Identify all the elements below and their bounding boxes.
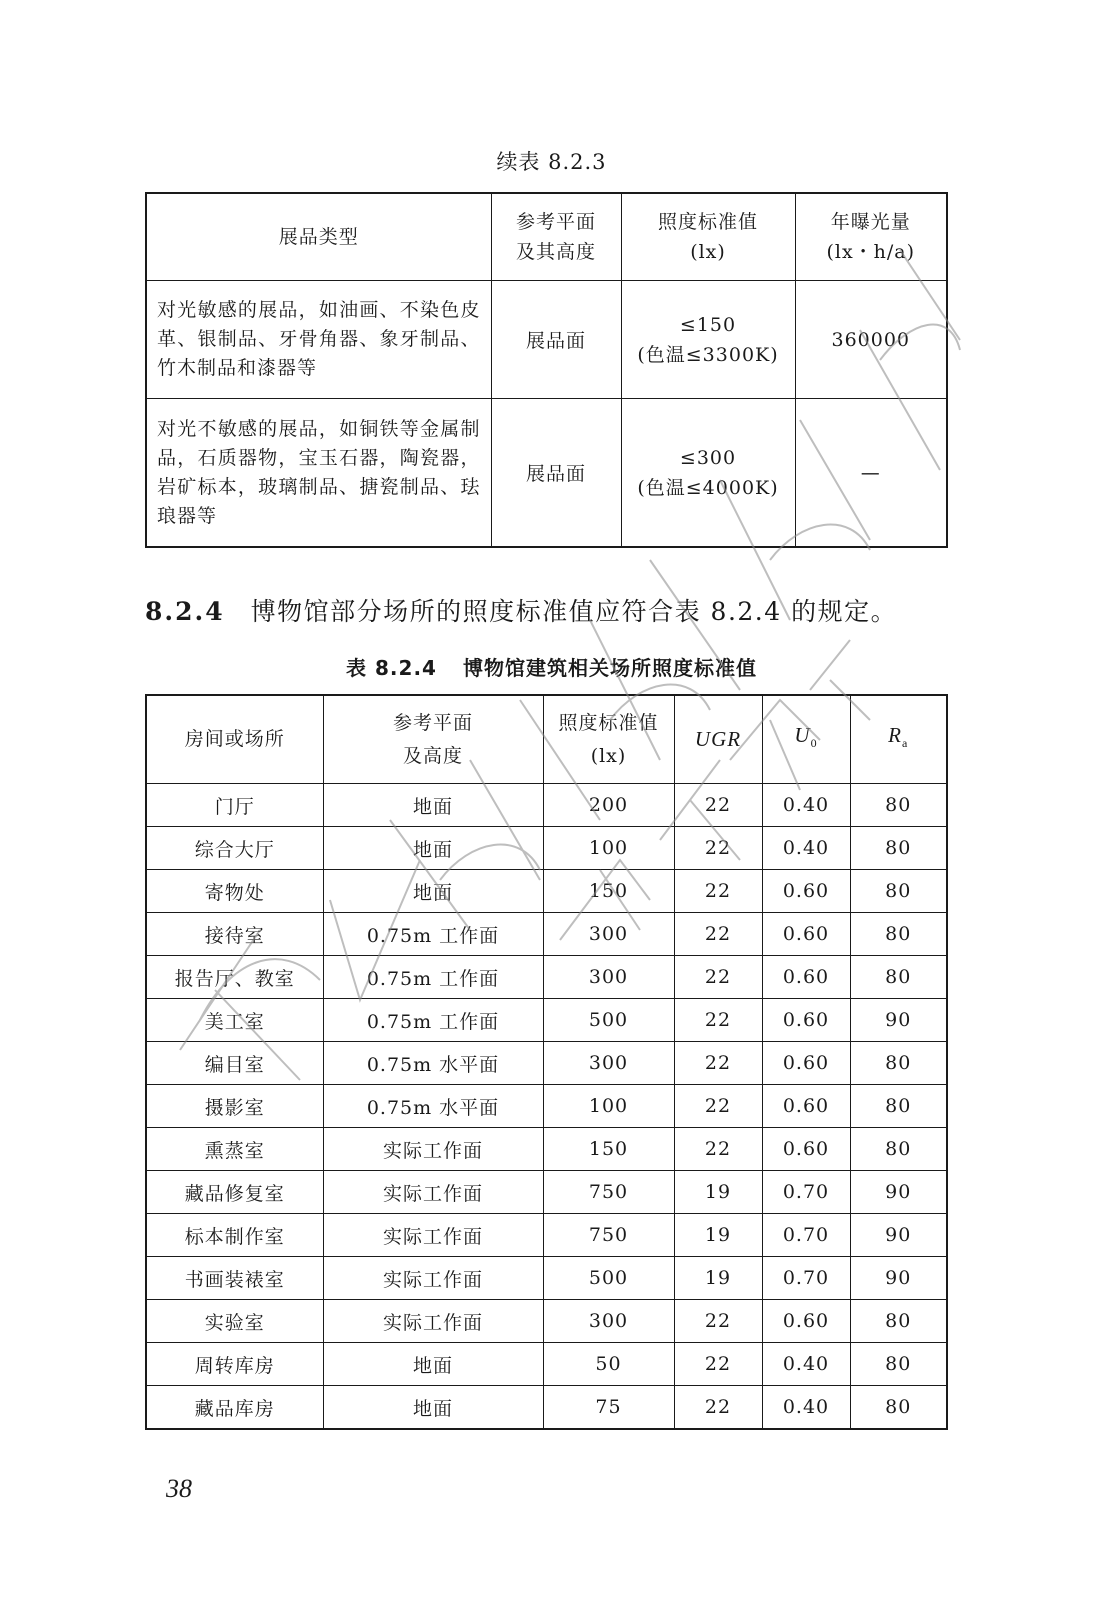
table-row bbox=[146, 1171, 947, 1214]
reference-plane-cell: 展品面 bbox=[491, 399, 621, 548]
reference-plane-cell: 0.75m 水平面 bbox=[323, 1085, 543, 1128]
ugr-cell: 22 bbox=[674, 1300, 762, 1343]
color-temperature: (色温≤3300K) bbox=[637, 343, 779, 366]
u0-cell: 0.60 bbox=[762, 999, 850, 1042]
clause-number: 8.2.4 bbox=[145, 597, 225, 626]
table-row bbox=[146, 1085, 947, 1128]
header-u0: $U_0$ bbox=[762, 695, 850, 784]
reference-plane-cell: 实际工作面 bbox=[323, 1300, 543, 1343]
u0-cell: 0.40 bbox=[762, 784, 850, 827]
table-row bbox=[146, 827, 947, 870]
ugr-cell: 19 bbox=[674, 1214, 762, 1257]
room-cell: 编目室 bbox=[146, 1042, 323, 1085]
u0-cell: 0.70 bbox=[762, 1257, 850, 1300]
room-cell: 周转库房 bbox=[146, 1343, 323, 1386]
room-cell: 接待室 bbox=[146, 913, 323, 956]
ugr-cell: 22 bbox=[674, 913, 762, 956]
table-8-2-4 bbox=[145, 694, 948, 1430]
ra-cell: 80 bbox=[850, 1386, 947, 1430]
illuminance-cell: 100 bbox=[543, 1085, 674, 1128]
header-reference-plane: 参考平面 及其高度 bbox=[491, 193, 621, 281]
ra-cell: 80 bbox=[850, 1085, 947, 1128]
u0-cell: 0.60 bbox=[762, 1085, 850, 1128]
clause-8-2-4 bbox=[145, 592, 965, 628]
illuminance-value: ≤150 bbox=[679, 313, 737, 336]
ugr-cell: 22 bbox=[674, 1128, 762, 1171]
table-row bbox=[146, 956, 947, 999]
illuminance-cell: 75 bbox=[543, 1386, 674, 1430]
u0-cell: 0.60 bbox=[762, 1042, 850, 1085]
table-row bbox=[146, 1343, 947, 1386]
header-exhibit-type: 展品类型 bbox=[146, 193, 491, 281]
clause-text: 博物馆部分场所的照度标准值应符合表 8.2.4 的规定。 bbox=[250, 597, 898, 626]
reference-plane-cell: 实际工作面 bbox=[323, 1257, 543, 1300]
table-row bbox=[146, 784, 947, 827]
table-row bbox=[146, 870, 947, 913]
illuminance-cell: 500 bbox=[543, 999, 674, 1042]
table-row bbox=[146, 999, 947, 1042]
page-number: 38 bbox=[166, 1474, 192, 1503]
ra-cell: 90 bbox=[850, 1257, 947, 1300]
header-room: 房间或场所 bbox=[146, 695, 323, 784]
header-ugr: UGR bbox=[674, 695, 762, 784]
ugr-cell: 22 bbox=[674, 1042, 762, 1085]
u0-cell: 0.40 bbox=[762, 827, 850, 870]
reference-plane-cell: 实际工作面 bbox=[323, 1171, 543, 1214]
table-header-row bbox=[146, 193, 947, 281]
illuminance-cell: 150 bbox=[543, 1128, 674, 1171]
header-annual-exposure: 年曝光量 (lx・h/a) bbox=[795, 193, 947, 281]
ra-cell: 90 bbox=[850, 999, 947, 1042]
u0-cell: 0.60 bbox=[762, 956, 850, 999]
reference-plane-cell: 地面 bbox=[323, 870, 543, 913]
ra-cell: 80 bbox=[850, 784, 947, 827]
u0-cell: 0.60 bbox=[762, 913, 850, 956]
table-row bbox=[146, 399, 947, 548]
ra-cell: 80 bbox=[850, 1042, 947, 1085]
reference-plane-cell: 0.75m 工作面 bbox=[323, 956, 543, 999]
table-row bbox=[146, 1214, 947, 1257]
table-row bbox=[146, 1257, 947, 1300]
ra-cell: 80 bbox=[850, 827, 947, 870]
ugr-cell: 22 bbox=[674, 827, 762, 870]
room-cell: 熏蒸室 bbox=[146, 1128, 323, 1171]
illuminance-cell: 500 bbox=[543, 1257, 674, 1300]
room-cell: 书画装裱室 bbox=[146, 1257, 323, 1300]
room-cell: 报告厅、教室 bbox=[146, 956, 323, 999]
exhibit-type-cell: 对光不敏感的展品，如铜铁等金属制品，石质器物，宝玉石器，陶瓷器，岩矿标本，玻璃制品、搪瓷制品、珐琅器等 bbox=[146, 399, 491, 548]
illuminance-cell bbox=[621, 399, 795, 548]
u0-cell: 0.70 bbox=[762, 1171, 850, 1214]
header-illuminance: 照度标准值 (lx) bbox=[621, 193, 795, 281]
room-cell: 实验室 bbox=[146, 1300, 323, 1343]
reference-plane-cell: 0.75m 工作面 bbox=[323, 999, 543, 1042]
illuminance-cell: 300 bbox=[543, 1300, 674, 1343]
ra-cell: 80 bbox=[850, 913, 947, 956]
room-cell: 门厅 bbox=[146, 784, 323, 827]
header-reference-plane: 参考平面 及高度 bbox=[323, 695, 543, 784]
u0-cell: 0.70 bbox=[762, 1214, 850, 1257]
room-cell: 藏品修复室 bbox=[146, 1171, 323, 1214]
ugr-cell: 22 bbox=[674, 1343, 762, 1386]
room-cell: 寄物处 bbox=[146, 870, 323, 913]
ra-cell: 80 bbox=[850, 956, 947, 999]
illuminance-cell: 150 bbox=[543, 870, 674, 913]
ugr-cell: 22 bbox=[674, 956, 762, 999]
table-8-2-3-caption: 续表 8.2.3 bbox=[496, 150, 607, 174]
illuminance-cell: 750 bbox=[543, 1171, 674, 1214]
illuminance-value: ≤300 bbox=[679, 446, 737, 469]
illuminance-cell: 300 bbox=[543, 956, 674, 999]
table-row bbox=[146, 1128, 947, 1171]
u0-cell: 0.40 bbox=[762, 1386, 850, 1430]
u0-cell: 0.60 bbox=[762, 870, 850, 913]
reference-plane-cell: 地面 bbox=[323, 1386, 543, 1430]
illuminance-cell: 300 bbox=[543, 1042, 674, 1085]
ugr-cell: 22 bbox=[674, 1085, 762, 1128]
table-header-row bbox=[146, 695, 947, 784]
caption-title: 博物馆建筑相关场所照度标准值 bbox=[462, 656, 757, 680]
reference-plane-cell: 0.75m 水平面 bbox=[323, 1042, 543, 1085]
room-cell: 摄影室 bbox=[146, 1085, 323, 1128]
ugr-cell: 22 bbox=[674, 870, 762, 913]
room-cell: 美工室 bbox=[146, 999, 323, 1042]
reference-plane-cell: 地面 bbox=[323, 1343, 543, 1386]
caption-number: 表 8.2.4 bbox=[346, 656, 437, 680]
ra-cell: 80 bbox=[850, 1128, 947, 1171]
ugr-cell: 22 bbox=[674, 1386, 762, 1430]
ra-cell: 90 bbox=[850, 1214, 947, 1257]
annual-exposure-cell: — bbox=[795, 399, 947, 548]
table-row bbox=[146, 1042, 947, 1085]
color-temperature: (色温≤4000K) bbox=[637, 476, 779, 499]
ra-cell: 80 bbox=[850, 1300, 947, 1343]
ugr-cell: 22 bbox=[674, 999, 762, 1042]
u0-cell: 0.60 bbox=[762, 1128, 850, 1171]
reference-plane-cell: 展品面 bbox=[491, 281, 621, 399]
ugr-cell: 22 bbox=[674, 784, 762, 827]
table-row bbox=[146, 1300, 947, 1343]
ra-cell: 80 bbox=[850, 1343, 947, 1386]
table-row bbox=[146, 1386, 947, 1430]
ra-cell: 90 bbox=[850, 1171, 947, 1214]
reference-plane-cell: 实际工作面 bbox=[323, 1128, 543, 1171]
u0-cell: 0.40 bbox=[762, 1343, 850, 1386]
table-row bbox=[146, 281, 947, 399]
u0-cell: 0.60 bbox=[762, 1300, 850, 1343]
header-illuminance: 照度标准值 (lx) bbox=[543, 695, 674, 784]
ra-cell: 80 bbox=[850, 870, 947, 913]
illuminance-cell: 300 bbox=[543, 913, 674, 956]
table-8-2-4-caption bbox=[0, 652, 1103, 681]
exhibit-type-cell: 对光敏感的展品，如油画、不染色皮革、银制品、牙骨角器、象牙制品、竹木制品和漆器等 bbox=[146, 281, 491, 399]
room-cell: 标本制作室 bbox=[146, 1214, 323, 1257]
reference-plane-cell: 0.75m 工作面 bbox=[323, 913, 543, 956]
illuminance-cell: 750 bbox=[543, 1214, 674, 1257]
annual-exposure-cell: 360000 bbox=[795, 281, 947, 399]
table-row bbox=[146, 913, 947, 956]
illuminance-cell: 50 bbox=[543, 1343, 674, 1386]
header-ra: $R_a$ bbox=[850, 695, 947, 784]
ugr-cell: 19 bbox=[674, 1257, 762, 1300]
reference-plane-cell: 地面 bbox=[323, 827, 543, 870]
room-cell: 综合大厅 bbox=[146, 827, 323, 870]
room-cell: 藏品库房 bbox=[146, 1386, 323, 1430]
illuminance-cell bbox=[621, 281, 795, 399]
illuminance-cell: 200 bbox=[543, 784, 674, 827]
reference-plane-cell: 实际工作面 bbox=[323, 1214, 543, 1257]
ugr-cell: 19 bbox=[674, 1171, 762, 1214]
reference-plane-cell: 地面 bbox=[323, 784, 543, 827]
table-8-2-3 bbox=[145, 192, 948, 548]
illuminance-cell: 100 bbox=[543, 827, 674, 870]
